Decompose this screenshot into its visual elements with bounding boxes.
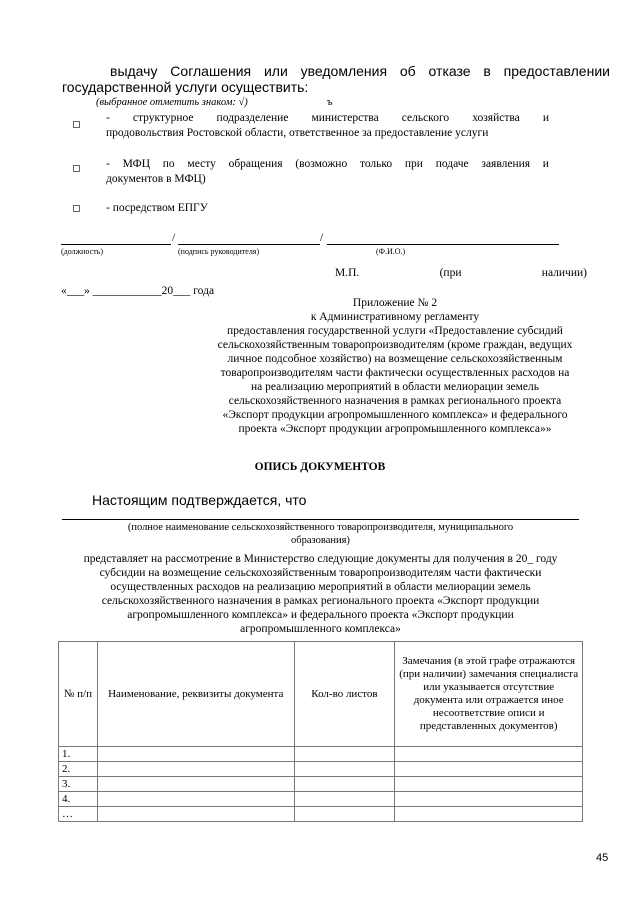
table-header-row (59, 642, 583, 747)
word: сельского (401, 112, 450, 124)
cell-name[interactable] (97, 747, 294, 762)
confirm-text: Настоящим подтверждается, что (92, 492, 307, 508)
word: в (483, 63, 491, 79)
cell-qty[interactable] (294, 747, 395, 762)
word: структурное (132, 112, 194, 124)
word: - (106, 158, 110, 170)
word: при (404, 158, 423, 170)
applicant-name-line (62, 519, 579, 520)
header-remarks: Замечания (в этой графе отражаются (при наличии) замечания специалиста или указывается отсутствие документа или отражается иное несоответствие описи и представленных документов) (395, 642, 583, 747)
label-signature: (подпись руководителя) (178, 247, 260, 256)
inventory-body (48, 552, 593, 636)
word: и (542, 158, 549, 170)
table-row (59, 807, 583, 822)
row-number: 2. (59, 762, 98, 777)
checkbox-structural-unit[interactable] (73, 121, 80, 128)
hint-mark: ъ (327, 97, 333, 108)
word: об (399, 63, 416, 79)
cell-qty[interactable] (294, 792, 395, 807)
row-number: … (59, 807, 98, 822)
caption-line: образования) (291, 534, 350, 546)
body-line: сельскохозяйственного назначения в рамках регионального проекта «Экспорт продукции (101, 595, 540, 607)
body-line: агропромышленного комплекса» (240, 623, 401, 635)
option-2-line-1 (106, 157, 549, 171)
row-number: 4. (59, 792, 98, 807)
word: наличии) (541, 267, 587, 279)
table-row (59, 747, 583, 762)
word: уведомления (300, 63, 388, 79)
cell-qty[interactable] (294, 807, 395, 822)
word: выдачу (110, 63, 158, 79)
cell-name[interactable] (97, 762, 294, 777)
slash: / (320, 232, 324, 244)
appendix-line: предоставления государственной услуги «Предоставление субсидий (227, 325, 563, 337)
word: подаче (435, 158, 469, 170)
option-1-line-2: продовольствия Ростовской области, ответственное за предоставление услуги (106, 127, 489, 139)
caption-line: (полное наименование сельскохозяйственного товаропроизводителя, муниципального (127, 522, 514, 533)
word: - (106, 112, 110, 124)
option-3: - посредством ЕПГУ (106, 202, 208, 214)
selection-hint: (выбранное отметить знаком: √) (96, 97, 248, 108)
label-fio: (Ф.И.О.) (376, 247, 406, 256)
appendix-header (185, 296, 605, 436)
word: хозяйства (472, 112, 520, 124)
header-name: Наименование, реквизиты документа (97, 642, 294, 747)
fio-line (327, 244, 559, 245)
appendix-line: на реализацию мероприятий в области мелиорации земель (251, 381, 539, 393)
word: по (162, 158, 175, 170)
body-line: представляет на рассмотрение в Министерство следующие документы для получения в 20_ году (83, 553, 558, 565)
documents-table (58, 641, 583, 822)
cell-remarks[interactable] (395, 807, 583, 822)
option-2-line-2: документов в МФЦ) (106, 173, 206, 185)
word: и (542, 112, 549, 124)
cell-qty[interactable] (294, 762, 395, 777)
stamp-place (335, 266, 587, 280)
word: отказе (428, 63, 471, 79)
checkbox-epgu[interactable] (73, 205, 80, 212)
cell-name[interactable] (97, 792, 294, 807)
word: обращения (228, 158, 283, 170)
label-position: (должность) (61, 247, 103, 256)
slash: / (172, 232, 176, 244)
header-num: № п/п (59, 642, 98, 747)
cell-remarks[interactable] (395, 792, 583, 807)
date-line: «___» ____________20___ года (61, 285, 215, 297)
row-number: 3. (59, 777, 98, 792)
word: предоставлении (503, 63, 610, 79)
appendix-line: Приложение № 2 (352, 297, 438, 309)
table-row (59, 777, 583, 792)
word: подразделение (216, 112, 289, 124)
checkbox-mfc[interactable] (73, 165, 80, 172)
cell-remarks[interactable] (395, 747, 583, 762)
appendix-line: «Экспорт продукции агропромышленного комплекса» и федерального (222, 409, 568, 421)
cell-name[interactable] (97, 807, 294, 822)
option-1-line-1 (106, 111, 549, 125)
appendix-line: личное подсобное хозяйство) на возмещение сельскохозяйственным (227, 353, 563, 365)
intro-line-2: государственной услуги осуществить: (62, 79, 309, 95)
word: (при (439, 267, 462, 279)
word: заявления (481, 158, 531, 170)
cell-remarks[interactable] (395, 762, 583, 777)
appendix-line: сельскохозяйственным товаропроизводителям (кроме граждан, ведущих (217, 339, 573, 351)
body-line: субсидии на возмещение сельскохозяйственным товаропроизводителям части фактически (99, 567, 542, 579)
word: Соглашения (170, 63, 252, 79)
table-row (59, 792, 583, 807)
word: министерства (311, 112, 379, 124)
word: месту (187, 158, 216, 170)
appendix-line: товаропроизводителям части фактически осуществленных расходов на (220, 367, 570, 379)
body-line: осуществленных расходов на реализацию мероприятий в области мелиорации земель (110, 581, 531, 593)
word: только (359, 158, 393, 170)
word: МФЦ (122, 158, 151, 170)
header-qty: Кол-во листов (294, 642, 395, 747)
position-line (61, 244, 171, 245)
appendix-line: к Административному регламенту (310, 311, 480, 323)
appendix-line: проекта «Экспорт продукции агропромышленного комплекса»» (238, 423, 552, 435)
intro-line-1 (110, 63, 610, 79)
cell-remarks[interactable] (395, 777, 583, 792)
cell-name[interactable] (97, 777, 294, 792)
signature-line (178, 244, 320, 245)
appendix-line: сельскохозяйственного назначения в рамках регионального проекта (228, 395, 562, 407)
page-number: 45 (596, 852, 609, 864)
word: или (263, 63, 288, 79)
word: (возможно (295, 158, 348, 170)
body-line: агропромышленного комплекса» и федерального проекта «Экспорт продукции (127, 609, 514, 621)
applicant-caption (62, 522, 579, 547)
word: М.П. (335, 267, 360, 279)
document-title: ОПИСЬ ДОКУМЕНТОВ (254, 461, 386, 473)
table-row (59, 762, 583, 777)
row-number: 1. (59, 747, 98, 762)
cell-qty[interactable] (294, 777, 395, 792)
